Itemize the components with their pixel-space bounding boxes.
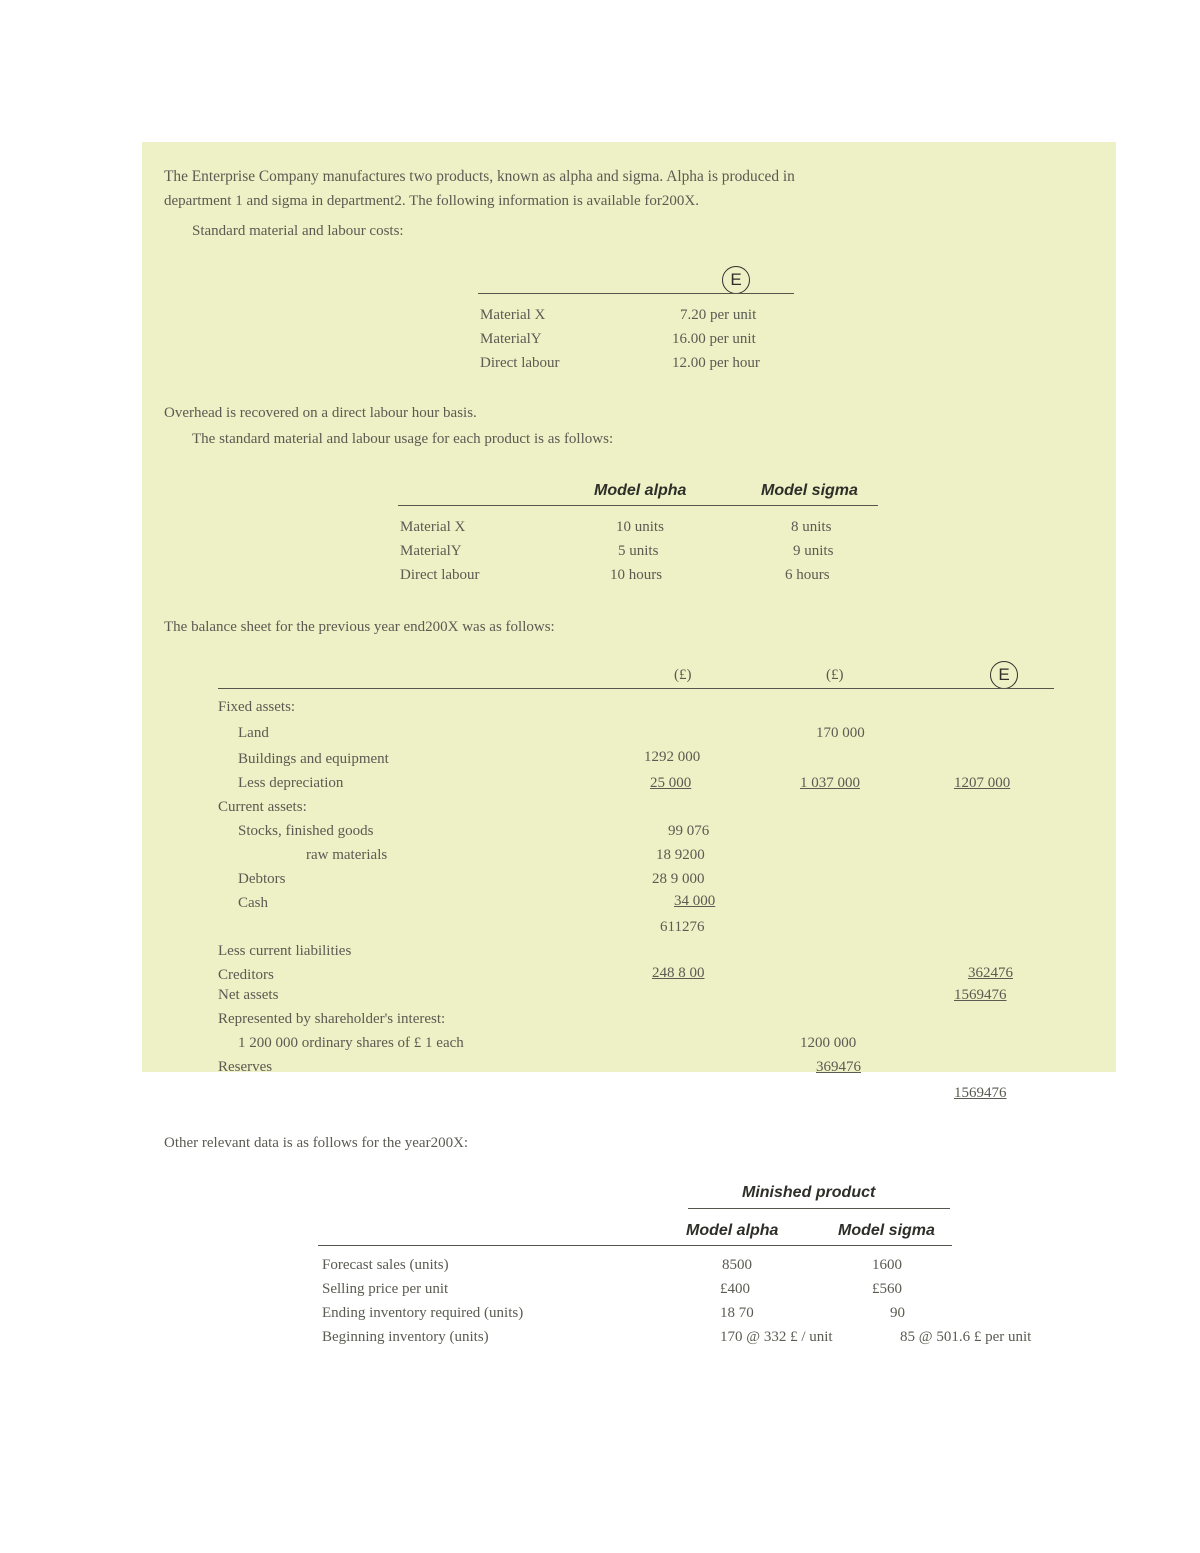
fixed-assets-total: 1207 000 [954,775,1011,791]
usage-header-rule [398,505,878,506]
other-group-header: Minished product [742,1184,876,1201]
usage-alpha-0: 10 units [616,519,664,535]
other-label-1: Selling price per unit [322,1281,449,1297]
buildings-value: 1292 000 [644,749,701,765]
balance-col-2: (£) [826,667,844,683]
usage-alpha-1: 5 units [618,543,659,559]
other-sigma-0: 1600 [872,1257,902,1273]
depreciation-value: 25 000 [650,775,692,791]
usage-alpha-2: 10 hours [610,567,663,583]
intro-line-3: Standard material and labour costs: [192,223,404,239]
current-assets-heading: Current assets: [218,799,307,815]
other-col-alpha: Model alpha [686,1222,779,1239]
cash-label: Cash [238,895,268,911]
debtors-label: Debtors [238,871,286,887]
net-assets-label: Net assets [218,987,279,1003]
other-header-rule [318,1245,952,1246]
represented-heading: Represented by shareholder's interest: [218,1011,446,1027]
balance-intro: The balance sheet for the previous year end200X was as follows: [164,619,555,635]
other-group-rule [688,1208,950,1209]
land-label: Land [238,725,269,741]
depreciation-label: Less depreciation [238,775,344,791]
costs-label-1: MaterialY [480,331,542,347]
usage-col-sigma: Model sigma [761,482,858,499]
balance-col-1: (£) [674,667,692,683]
reserves-value: 369476 [816,1059,861,1075]
usage-sigma-1: 9 units [793,543,834,559]
other-label-0: Forecast sales (units) [322,1257,449,1273]
other-alpha-2: 18 70 [720,1305,754,1321]
net-current-assets-value: 362476 [968,965,1013,981]
stocks-label: Stocks, finished goods [238,823,374,839]
balance-header-rule [218,688,1054,689]
other-alpha-1: £400 [720,1281,750,1297]
costs-label-0: Material X [480,307,546,323]
reserves-label: Reserves [218,1059,273,1075]
usage-sigma-0: 8 units [791,519,832,535]
shares-label: 1 200 000 ordinary shares of £ 1 each [238,1035,464,1051]
intro-line-2: department 1 and sigma in department2. The following information is available for200X. [164,193,700,209]
usage-label-0: Material X [400,519,466,535]
other-alpha-3: 170 @ 332 £ / unit [720,1329,833,1345]
debtors-value: 28 9 000 [652,871,705,887]
other-label-2: Ending inventory required (units) [322,1305,524,1321]
raw-materials-value: 18 9200 [656,847,705,863]
overhead-line-1: Overhead is recovered on a direct labour hour basis. [164,405,477,421]
current-assets-total: 611276 [660,919,705,935]
land-value: 170 000 [816,725,865,741]
costs-value-0: 7.20 per unit [680,307,757,323]
other-sigma-1: £560 [872,1281,902,1297]
fixed-assets-heading: Fixed assets: [218,699,296,715]
usage-label-2: Direct labour [400,567,480,583]
currency-symbol: E [722,266,750,294]
usage-label-1: MaterialY [400,543,462,559]
stocks-value: 99 076 [668,823,710,839]
other-intro: Other relevant data is as follows for the year200X: [164,1135,469,1151]
intro-line-1: The Enterprise Company manufactures two products, known as alpha and sigma. Alpha is produced in [164,168,795,185]
buildings-label: Buildings and equipment [238,751,389,767]
other-sigma-3: 85 @ 501.6 £ per unit [900,1329,1032,1345]
overhead-line-2: The standard material and labour usage for each product is as follows: [192,431,614,447]
other-alpha-0: 8500 [722,1257,752,1273]
costs-label-2: Direct labour [480,355,560,371]
costs-value-2: 12.00 per hour [672,355,760,371]
balance-col-3: E [990,661,1018,689]
shares-value: 1200 000 [800,1035,857,1051]
other-sigma-2: 90 [890,1305,905,1321]
balance-total: 1569476 [954,1085,1007,1101]
less-current-liabilities-heading: Less current liabilities [218,943,352,959]
creditors-label: Creditors [218,967,274,983]
creditors-value: 248 8 00 [652,965,705,981]
cash-value: 34 000 [674,893,716,909]
other-col-sigma: Model sigma [838,1222,935,1239]
usage-col-alpha: Model alpha [594,482,687,499]
costs-value-1: 16.00 per unit [672,331,756,347]
usage-sigma-2: 6 hours [785,567,830,583]
net-assets-value: 1569476 [954,987,1007,1003]
document-page [142,142,1116,1072]
raw-materials-label: raw materials [306,847,388,863]
costs-header-rule [478,293,794,294]
buildings-net-value: 1 037 000 [800,775,860,791]
other-label-3: Beginning inventory (units) [322,1329,489,1345]
